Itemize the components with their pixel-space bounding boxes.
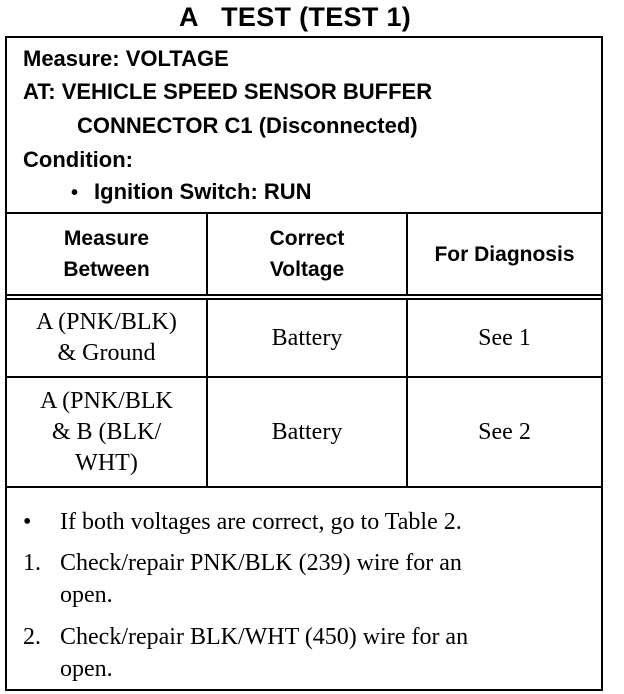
table-row [7, 377, 601, 487]
bullet-icon: • [23, 509, 32, 535]
column-header-for-diagnosis: For Diagnosis [407, 214, 601, 297]
note-bullet-text: If both voltages are correct, go to Table 2. [60, 509, 462, 535]
bullet-icon: • [71, 182, 79, 204]
condition-label: Condition: [23, 147, 133, 172]
measurement-table [7, 214, 601, 488]
table-row [7, 297, 601, 377]
cell-measure-between: A (PNK/BLK) & Ground [7, 297, 207, 377]
note-number: 2. [23, 624, 41, 650]
note-text: Check/repair PNK/BLK (239) wire for an [60, 550, 462, 576]
cell-measure-between: A (PNK/BLK & B (BLK/ WHT) [7, 377, 207, 487]
table-header-row [7, 214, 601, 297]
note-text-continued: open. [60, 582, 113, 608]
condition-item [71, 179, 312, 205]
cell-correct-voltage: Battery [207, 297, 407, 377]
location-label-continued: CONNECTOR C1 (Disconnected) [77, 113, 418, 138]
note-text-continued: open. [60, 656, 113, 682]
location-label: AT: VEHICLE SPEED SENSOR BUFFER [23, 79, 433, 104]
cell-for-diagnosis: See 2 [407, 377, 601, 487]
note-text: Check/repair BLK/WHT (450) wire for an [60, 624, 469, 650]
cell-correct-voltage: Battery [207, 377, 407, 487]
diagnosis-notes [7, 494, 601, 689]
page-title: A TEST (TEST 1) [178, 2, 412, 32]
cell-for-diagnosis: See 1 [407, 297, 601, 377]
column-header-measure-between: Measure Between [7, 214, 207, 297]
column-header-correct-voltage: Correct Voltage [207, 214, 407, 297]
note-number: 1. [23, 550, 41, 576]
test-conditions [7, 38, 601, 214]
condition-item-text: Ignition Switch: RUN [94, 179, 312, 204]
test-table-box [5, 36, 603, 691]
measure-label: Measure: VOLTAGE [23, 46, 229, 71]
